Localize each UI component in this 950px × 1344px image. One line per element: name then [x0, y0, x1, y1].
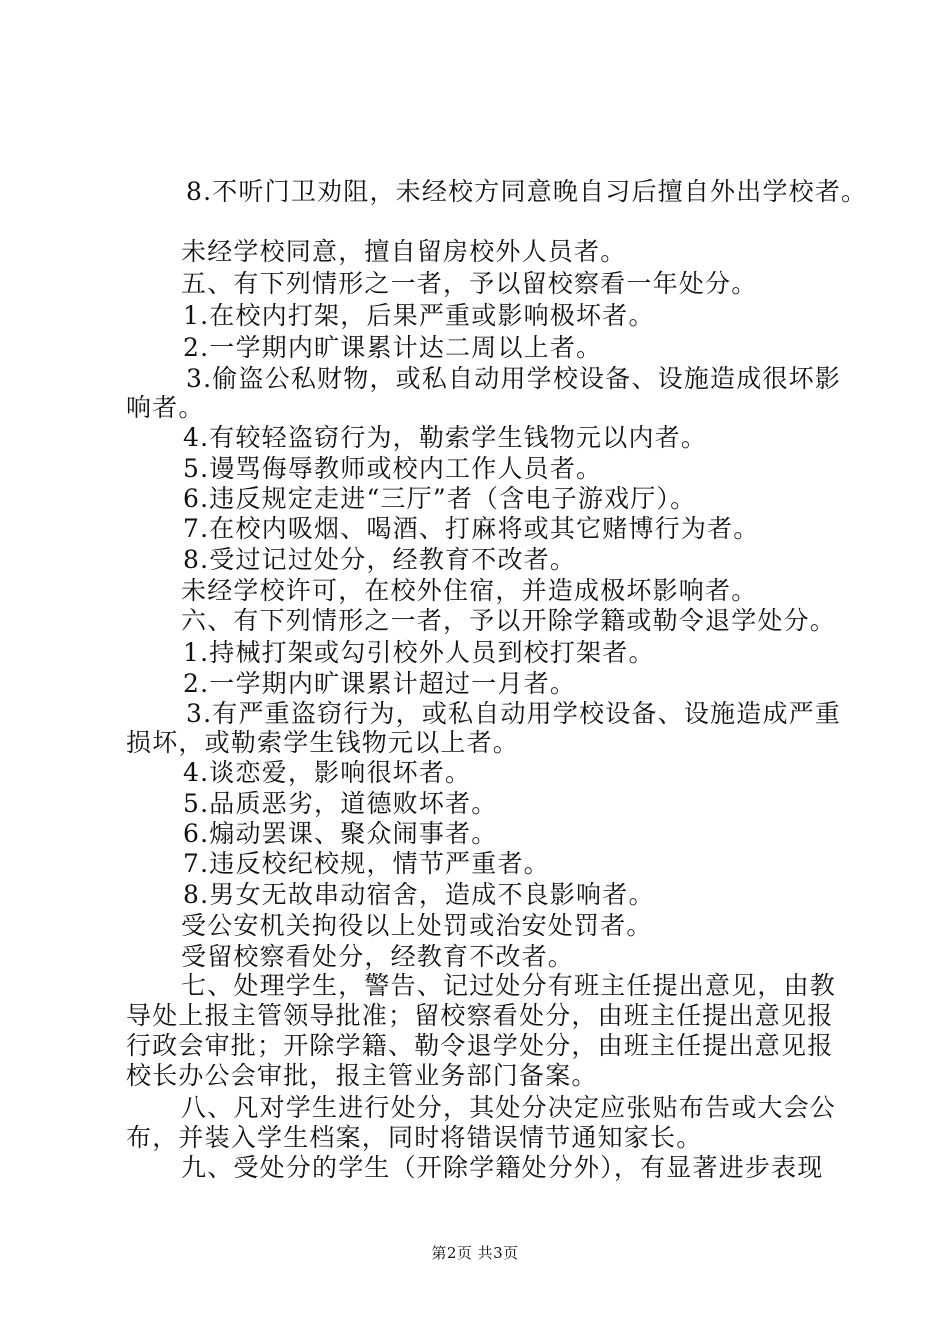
section-7-paragraph-line-3: 行政会审批；开除学籍、勒令退学处分，由班主任提出意见报: [126, 1031, 834, 1060]
section-8-paragraph-line-1: 八、凡对学生进行处分，其处分决定应张贴布告或大会公: [181, 1093, 837, 1122]
section-6-item-2: 2.一学期内旷课累计超过一月者。: [183, 669, 577, 698]
section-7-paragraph-line-2: 导处上报主管领导批准；留校察看处分，由班主任提出意见报: [126, 1001, 834, 1030]
section-9-paragraph-line-1: 九、受处分的学生（开除学籍处分外），有显著进步表现: [181, 1153, 824, 1182]
section-5-item-2: 2.一学期内旷课累计达二周以上者。: [183, 333, 603, 362]
section-5-item-off-campus: 未经学校许可，在校外住宿，并造成极坏影响者。: [181, 576, 758, 605]
section-5-item-3-cont: 响者。: [126, 393, 205, 422]
section-5-item-1: 1.在校内打架，后果严重或影响极坏者。: [183, 301, 655, 330]
section-8-paragraph-line-2: 布，并装入学生档案，同时将错误情节通知家长。: [126, 1123, 703, 1152]
section-6-item-6: 6.煽动罢课、聚众闹事者。: [183, 819, 498, 848]
section-6-heading: 六、有下列情形之一者，予以开除学籍或勒令退学处分。: [181, 606, 837, 635]
rule-item-host-outsiders: 未经学校同意，擅自留房校外人员者。: [181, 237, 627, 266]
section-6-item-5: 5.品质恶劣，道德败坏者。: [183, 789, 498, 818]
section-6-item-1: 1.持械打架或勾引校外人员到校打架者。: [183, 638, 655, 667]
section-7-paragraph-line-1: 七、处理学生，警告、记过处分有班主任提出意见，由教: [181, 971, 837, 1000]
section-5-item-6: 6.违反规定走进“三厅”者（含电子游戏厅）。: [183, 484, 697, 513]
section-6-item-8: 8.男女无故串动宿舍，造成不良影响者。: [183, 880, 655, 909]
section-5-item-3: 3.偷盗公私财物，或私自动用学校设备、设施造成很坏影: [186, 364, 842, 393]
section-5-item-4: 4.有较轻盗窃行为，勒索学生钱物元以内者。: [183, 423, 708, 452]
section-5-item-8: 8.受过记过处分，经教育不改者。: [183, 545, 577, 574]
rule-item-8-leave-school: 8.不听门卫劝阻，未经校方同意晚自习后擅自外出学校者。: [186, 177, 868, 206]
section-5-item-7: 7.在校内吸烟、喝酒、打麻将或其它赌博行为者。: [183, 514, 760, 543]
section-7-paragraph-line-4: 校长办公会审批，报主管业务部门备案。: [126, 1061, 598, 1090]
section-6-item-probation: 受留校察看处分，经教育不改者。: [181, 942, 575, 971]
section-5-item-5: 5.谩骂侮辱教师或校内工作人员者。: [183, 454, 603, 483]
section-6-item-3: 3.有严重盗窃行为，或私自动用学校设备、设施造成严重: [186, 699, 842, 728]
section-6-item-police: 受公安机关拘役以上处罚或治安处罚者。: [181, 911, 653, 940]
section-6-item-3-cont: 损坏，或勒索学生钱物元以上者。: [126, 728, 520, 757]
section-6-item-7: 7.违反校纪校规，情节严重者。: [183, 849, 550, 878]
section-6-item-4: 4.谈恋爱，影响很坏者。: [183, 758, 472, 787]
page-footer: 第2页 共3页: [431, 1244, 519, 1262]
section-5-heading: 五、有下列情形之一者，予以留校察看一年处分。: [181, 269, 758, 298]
